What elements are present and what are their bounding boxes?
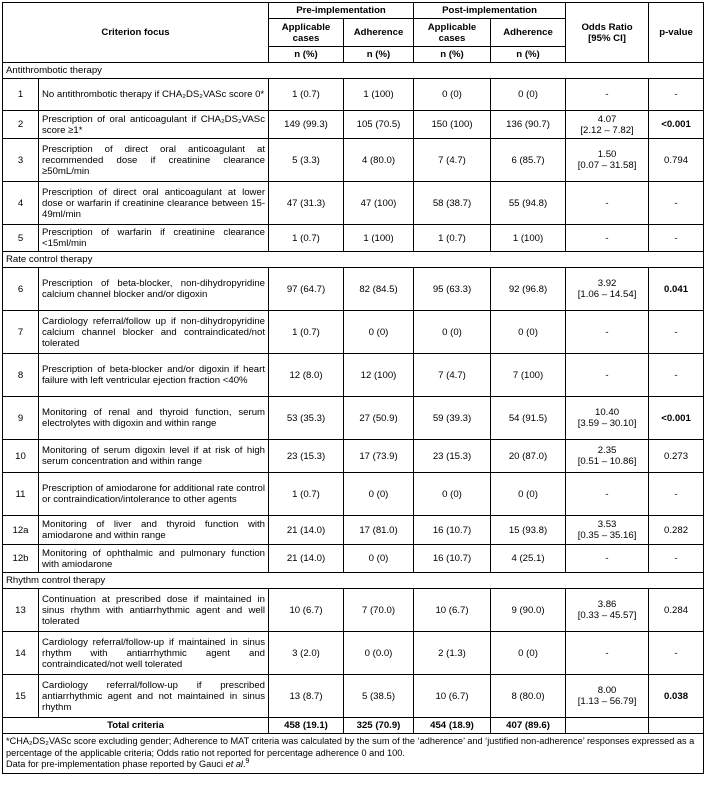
post-adherence: 54 (91.5) <box>491 397 566 440</box>
header-post-adherence-unit: n (%) <box>491 47 566 63</box>
total-pre-adherence: 325 (70.9) <box>344 718 414 734</box>
confidence-interval: [0.07 – 31.58] <box>577 160 637 171</box>
total-post-adherence: 407 (89.6) <box>491 718 566 734</box>
section-row <box>3 252 704 268</box>
criterion-id: 12a <box>3 516 39 545</box>
footnote-et-al: et al <box>225 759 243 769</box>
post-adherence: 0 (0) <box>491 473 566 516</box>
p-value: - <box>649 354 704 397</box>
criterion-id: 3 <box>3 139 39 182</box>
p-value: - <box>649 79 704 111</box>
criterion-text: Cardiology referral/follow up if non-dihydropyridine calcium channel blocker and contraindicated/not tolerated <box>39 311 269 354</box>
odds-ratio <box>566 182 649 225</box>
section-row <box>3 573 704 589</box>
header-criterion-focus: Criterion focus <box>3 3 269 63</box>
table-body <box>3 63 704 718</box>
footnote <box>3 734 704 774</box>
table-row <box>3 182 704 225</box>
odds-ratio <box>566 632 649 675</box>
pre-applicable-cases: 1 (0.7) <box>269 225 344 252</box>
pre-applicable-cases: 21 (14.0) <box>269 545 344 573</box>
pre-adherence: 7 (70.0) <box>344 589 414 632</box>
pre-applicable-cases: 5 (3.3) <box>269 139 344 182</box>
post-adherence: 7 (100) <box>491 354 566 397</box>
criterion-id: 13 <box>3 589 39 632</box>
pre-applicable-cases: 47 (31.3) <box>269 182 344 225</box>
post-applicable-cases: 10 (6.7) <box>414 675 491 718</box>
header-pre-adherence-unit: n (%) <box>344 47 414 63</box>
post-applicable-cases: 16 (10.7) <box>414 516 491 545</box>
header-pre-applicable-unit: n (%) <box>269 47 344 63</box>
footnote-reference: 9 <box>245 757 250 765</box>
criterion-id: 12b <box>3 545 39 573</box>
post-adherence: 0 (0) <box>491 79 566 111</box>
table-container <box>2 2 703 774</box>
criterion-text: Prescription of direct oral anticoagulant at lower dose or warfarin if creatinine clearance between 15-49ml/min <box>39 182 269 225</box>
odds-ratio-value: 3.53 <box>597 519 617 530</box>
table-row <box>3 632 704 675</box>
table-row <box>3 225 704 252</box>
pre-adherence: 4 (80.0) <box>344 139 414 182</box>
total-odds-ratio-empty <box>566 718 649 734</box>
post-adherence: 1 (100) <box>491 225 566 252</box>
criterion-text: Continuation at prescribed dose if maintained in sinus rhythm with antiarrhythmic agent and well tolerated <box>39 589 269 632</box>
odds-ratio <box>566 311 649 354</box>
pre-applicable-cases: 23 (15.3) <box>269 440 344 473</box>
criterion-id: 11 <box>3 473 39 516</box>
p-value: <0.001 <box>649 397 704 440</box>
post-applicable-cases: 7 (4.7) <box>414 139 491 182</box>
footnote-row <box>3 734 704 774</box>
table-row <box>3 354 704 397</box>
p-value: - <box>649 473 704 516</box>
post-applicable-cases: 2 (1.3) <box>414 632 491 675</box>
pre-applicable-cases: 21 (14.0) <box>269 516 344 545</box>
criterion-id: 8 <box>3 354 39 397</box>
total-p-value-empty <box>649 718 704 734</box>
pre-adherence: 1 (100) <box>344 225 414 252</box>
section-row <box>3 63 704 79</box>
odds-ratio <box>566 589 649 632</box>
post-adherence: 4 (25.1) <box>491 545 566 573</box>
criterion-text: Prescription of oral anticoagulant if CHA₂DS₂VASc score ≥1* <box>39 111 269 139</box>
p-value: - <box>649 632 704 675</box>
pre-applicable-cases: 1 (0.7) <box>269 311 344 354</box>
post-applicable-cases: 1 (0.7) <box>414 225 491 252</box>
post-applicable-cases: 59 (39.3) <box>414 397 491 440</box>
criterion-text: Monitoring of serum digoxin level if at risk of high serum concentration and within range <box>39 440 269 473</box>
pre-applicable-cases: 12 (8.0) <box>269 354 344 397</box>
table-row <box>3 79 704 111</box>
criterion-text: Cardiology referral/follow-up if prescribed antiarrhythmic agent and not maintained in sinus rhythm <box>39 675 269 718</box>
total-label: Total criteria <box>3 718 269 734</box>
criterion-id: 7 <box>3 311 39 354</box>
criteria-table <box>2 2 704 774</box>
criterion-id: 2 <box>3 111 39 139</box>
odds-ratio-value: - <box>605 488 609 500</box>
criterion-id: 1 <box>3 79 39 111</box>
pre-adherence: 17 (81.0) <box>344 516 414 545</box>
p-value: - <box>649 225 704 252</box>
post-adherence: 136 (90.7) <box>491 111 566 139</box>
criterion-id: 15 <box>3 675 39 718</box>
pre-adherence: 27 (50.9) <box>344 397 414 440</box>
section-title: Rhythm control therapy <box>3 573 704 589</box>
confidence-interval: [2.12 – 7.82] <box>580 124 634 136</box>
odds-ratio-value: - <box>605 647 609 659</box>
odds-ratio-value: - <box>605 553 609 564</box>
criterion-text: Prescription of beta-blocker, non-dihydropyridine calcium channel blocker and/or digoxin <box>39 268 269 311</box>
odds-ratio <box>566 111 649 139</box>
confidence-interval: [0.33 – 45.57] <box>577 610 637 621</box>
odds-ratio <box>566 225 649 252</box>
post-adherence: 8 (80.0) <box>491 675 566 718</box>
odds-ratio-value: - <box>605 369 609 381</box>
odds-ratio-value: - <box>605 232 609 244</box>
p-value: 0.041 <box>649 268 704 311</box>
pre-adherence: 82 (84.5) <box>344 268 414 311</box>
post-applicable-cases: 23 (15.3) <box>414 440 491 473</box>
confidence-interval: [0.51 – 10.86] <box>577 456 637 467</box>
confidence-interval: [1.13 – 56.79] <box>577 696 637 707</box>
criterion-text: Prescription of direct oral anticoagulant at recommended dose if creatinine clearance ≥50mL/min <box>39 139 269 182</box>
post-applicable-cases: 0 (0) <box>414 473 491 516</box>
pre-applicable-cases: 3 (2.0) <box>269 632 344 675</box>
table-row <box>3 311 704 354</box>
criterion-id: 10 <box>3 440 39 473</box>
table-row <box>3 545 704 573</box>
table-row <box>3 516 704 545</box>
pre-applicable-cases: 10 (6.7) <box>269 589 344 632</box>
header-p-value: p-value <box>649 3 704 63</box>
p-value: 0.794 <box>649 139 704 182</box>
confidence-interval: [1.06 – 14.54] <box>577 289 637 300</box>
footnote-line-1: *CHA₂DS₂VASc score excluding gender; Adherence to MAT criteria was calculated by the sum of the ‘adherence’ and ‘justified non-adherence’ responses expressed as a percentage of the applicable criteria; Odds ratio not reported for percentage adherence 0 and 100. <box>6 736 695 758</box>
pre-adherence: 12 (100) <box>344 354 414 397</box>
post-adherence: 9 (90.0) <box>491 589 566 632</box>
p-value: 0.282 <box>649 516 704 545</box>
p-value: 0.038 <box>649 675 704 718</box>
pre-applicable-cases: 97 (64.7) <box>269 268 344 311</box>
criterion-text: Prescription of warfarin if creatinine clearance <15ml/min <box>39 225 269 252</box>
criterion-text: Cardiology referral/follow-up if maintained in sinus rhythm with antiarrhythmic agent and contraindicated/not well tolerated <box>39 632 269 675</box>
pre-applicable-cases: 149 (99.3) <box>269 111 344 139</box>
criterion-text: Monitoring of ophthalmic and pulmonary function with amiodarone <box>39 545 269 573</box>
odds-ratio <box>566 397 649 440</box>
pre-adherence: 0 (0.0) <box>344 632 414 675</box>
pre-adherence: 0 (0) <box>344 311 414 354</box>
footnote-line-2 <box>6 759 700 771</box>
header-post-applicable-cases: Applicable cases <box>414 19 491 47</box>
odds-ratio <box>566 79 649 111</box>
total-post-applicable: 454 (18.9) <box>414 718 491 734</box>
header-pre-adherence: Adherence <box>344 19 414 47</box>
post-adherence: 6 (85.7) <box>491 139 566 182</box>
criterion-text: Monitoring of renal and thyroid function, serum electrolytes with digoxin and within range <box>39 397 269 440</box>
section-title: Rate control therapy <box>3 252 704 268</box>
criterion-id: 6 <box>3 268 39 311</box>
criterion-text: Prescription of amiodarone for additional rate control or contraindication/intolerance to other agents <box>39 473 269 516</box>
odds-ratio-value: 10.40 <box>595 407 620 418</box>
post-adherence: 0 (0) <box>491 632 566 675</box>
pre-applicable-cases: 1 (0.7) <box>269 79 344 111</box>
odds-ratio <box>566 139 649 182</box>
odds-ratio-value: 8.00 <box>597 685 617 696</box>
pre-adherence: 47 (100) <box>344 182 414 225</box>
footnote-period: . <box>242 759 246 769</box>
odds-ratio <box>566 545 649 573</box>
criterion-id: 9 <box>3 397 39 440</box>
criterion-id: 4 <box>3 182 39 225</box>
post-applicable-cases: 150 (100) <box>414 111 491 139</box>
criterion-text: Prescription of beta-blocker and/or digoxin if heart failure with left ventricular ejection fraction <40% <box>39 354 269 397</box>
table-row <box>3 111 704 139</box>
odds-ratio <box>566 675 649 718</box>
table-row <box>3 473 704 516</box>
odds-ratio <box>566 516 649 545</box>
header-pre-applicable-cases: Applicable cases <box>269 19 344 47</box>
odds-ratio-value: - <box>605 197 609 209</box>
p-value: <0.001 <box>649 111 704 139</box>
post-applicable-cases: 10 (6.7) <box>414 589 491 632</box>
total-pre-applicable: 458 (19.1) <box>269 718 344 734</box>
pre-applicable-cases: 53 (35.3) <box>269 397 344 440</box>
header-odds-ratio: Odds Ratio [95% CI] <box>566 3 649 63</box>
pre-adherence: 0 (0) <box>344 545 414 573</box>
odds-ratio-value: - <box>605 326 609 338</box>
odds-ratio <box>566 268 649 311</box>
post-adherence: 20 (87.0) <box>491 440 566 473</box>
p-value: 0.273 <box>649 440 704 473</box>
criterion-id: 14 <box>3 632 39 675</box>
header-post-adherence: Adherence <box>491 19 566 47</box>
post-applicable-cases: 0 (0) <box>414 79 491 111</box>
pre-applicable-cases: 13 (8.7) <box>269 675 344 718</box>
table-row <box>3 675 704 718</box>
odds-ratio <box>566 440 649 473</box>
criterion-id: 5 <box>3 225 39 252</box>
confidence-interval: [3.59 – 30.10] <box>577 418 637 429</box>
post-adherence: 92 (96.8) <box>491 268 566 311</box>
post-applicable-cases: 95 (63.3) <box>414 268 491 311</box>
criterion-text: No antithrombotic therapy if CHA₂DS₂VASc score 0* <box>39 79 269 111</box>
header-post-applicable-unit: n (%) <box>414 47 491 63</box>
post-adherence: 55 (94.8) <box>491 182 566 225</box>
table-row <box>3 589 704 632</box>
odds-ratio-value: - <box>605 89 609 100</box>
header-pre-implementation: Pre-implementation <box>269 3 414 19</box>
odds-ratio <box>566 473 649 516</box>
pre-adherence: 105 (70.5) <box>344 111 414 139</box>
p-value: - <box>649 545 704 573</box>
pre-applicable-cases: 1 (0.7) <box>269 473 344 516</box>
post-applicable-cases: 0 (0) <box>414 311 491 354</box>
odds-ratio-value: 2.35 <box>597 445 617 456</box>
pre-adherence: 5 (38.5) <box>344 675 414 718</box>
post-adherence: 15 (93.8) <box>491 516 566 545</box>
post-applicable-cases: 7 (4.7) <box>414 354 491 397</box>
table-row <box>3 139 704 182</box>
section-title: Antithrombotic therapy <box>3 63 704 79</box>
odds-ratio-value: 4.07 <box>597 113 617 125</box>
header-post-implementation: Post-implementation <box>414 3 566 19</box>
pre-adherence: 1 (100) <box>344 79 414 111</box>
criterion-text: Monitoring of liver and thyroid function with amiodarone and within range <box>39 516 269 545</box>
confidence-interval: [0.35 – 35.16] <box>577 530 637 541</box>
post-applicable-cases: 58 (38.7) <box>414 182 491 225</box>
p-value: - <box>649 182 704 225</box>
pre-adherence: 17 (73.9) <box>344 440 414 473</box>
table-row <box>3 440 704 473</box>
pre-adherence: 0 (0) <box>344 473 414 516</box>
post-adherence: 0 (0) <box>491 311 566 354</box>
footnote-source: Data for pre-implementation phase reported by Gauci <box>6 759 226 769</box>
odds-ratio-value: 3.92 <box>597 278 617 289</box>
odds-ratio-value: 3.86 <box>597 599 617 610</box>
odds-ratio-value: 1.50 <box>597 149 617 160</box>
table-row <box>3 268 704 311</box>
total-row <box>3 718 704 734</box>
table-row <box>3 397 704 440</box>
post-applicable-cases: 16 (10.7) <box>414 545 491 573</box>
p-value: - <box>649 311 704 354</box>
odds-ratio <box>566 354 649 397</box>
p-value: 0.284 <box>649 589 704 632</box>
